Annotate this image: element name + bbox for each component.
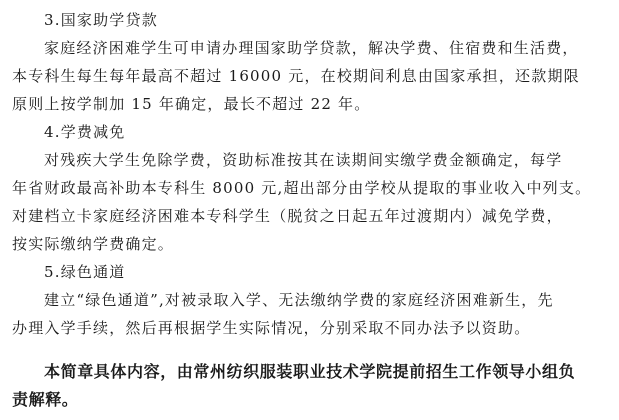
- paragraph-line: 家庭经济困难学生可申请办理国家助学贷款，解决学费、住宿费和生活费，: [44, 39, 579, 57]
- closing-statement-line: 本简章具体内容，由常州纺织服装职业技术学院提前招生工作领导小组负: [44, 362, 576, 381]
- paragraph-line: 建立“绿色通道”,对被录取入学、无法缴纳学费的家庭经济困难新生，先: [44, 291, 554, 309]
- paragraph-line: 对残疾大学生免除学费，资助标准按其在读期间实缴学费金额确定，每学: [44, 151, 563, 169]
- paragraph-line: 年省财政最高补助本专科生 8000 元,超出部分由学校从提取的事业收入中列支。: [12, 179, 592, 197]
- section-heading-tuition-waiver: 4.学费减免: [44, 123, 126, 141]
- section-heading-green-channel: 5.绿色通道: [44, 263, 126, 281]
- paragraph-line: 对建档立卡家庭经济困难本专科学生（脱贫之日起五年过渡期内）减免学费，: [12, 207, 563, 225]
- section-heading-student-loan: 3.国家助学贷款: [44, 11, 158, 29]
- closing-statement-line: 责解释。: [12, 390, 79, 409]
- paragraph-line: 本专科生每生每年最高不超过 16000 元，在校期间利息由国家承担，还款期限: [12, 67, 580, 85]
- paragraph-line: 按实际缴纳学费确定。: [12, 235, 175, 253]
- paragraph-line: 原则上按学制加 15 年确定，最长不超过 22 年。: [12, 95, 371, 113]
- paragraph-line: 办理入学手续，然后再根据学生实际情况，分别采取不同办法予以资助。: [12, 319, 531, 337]
